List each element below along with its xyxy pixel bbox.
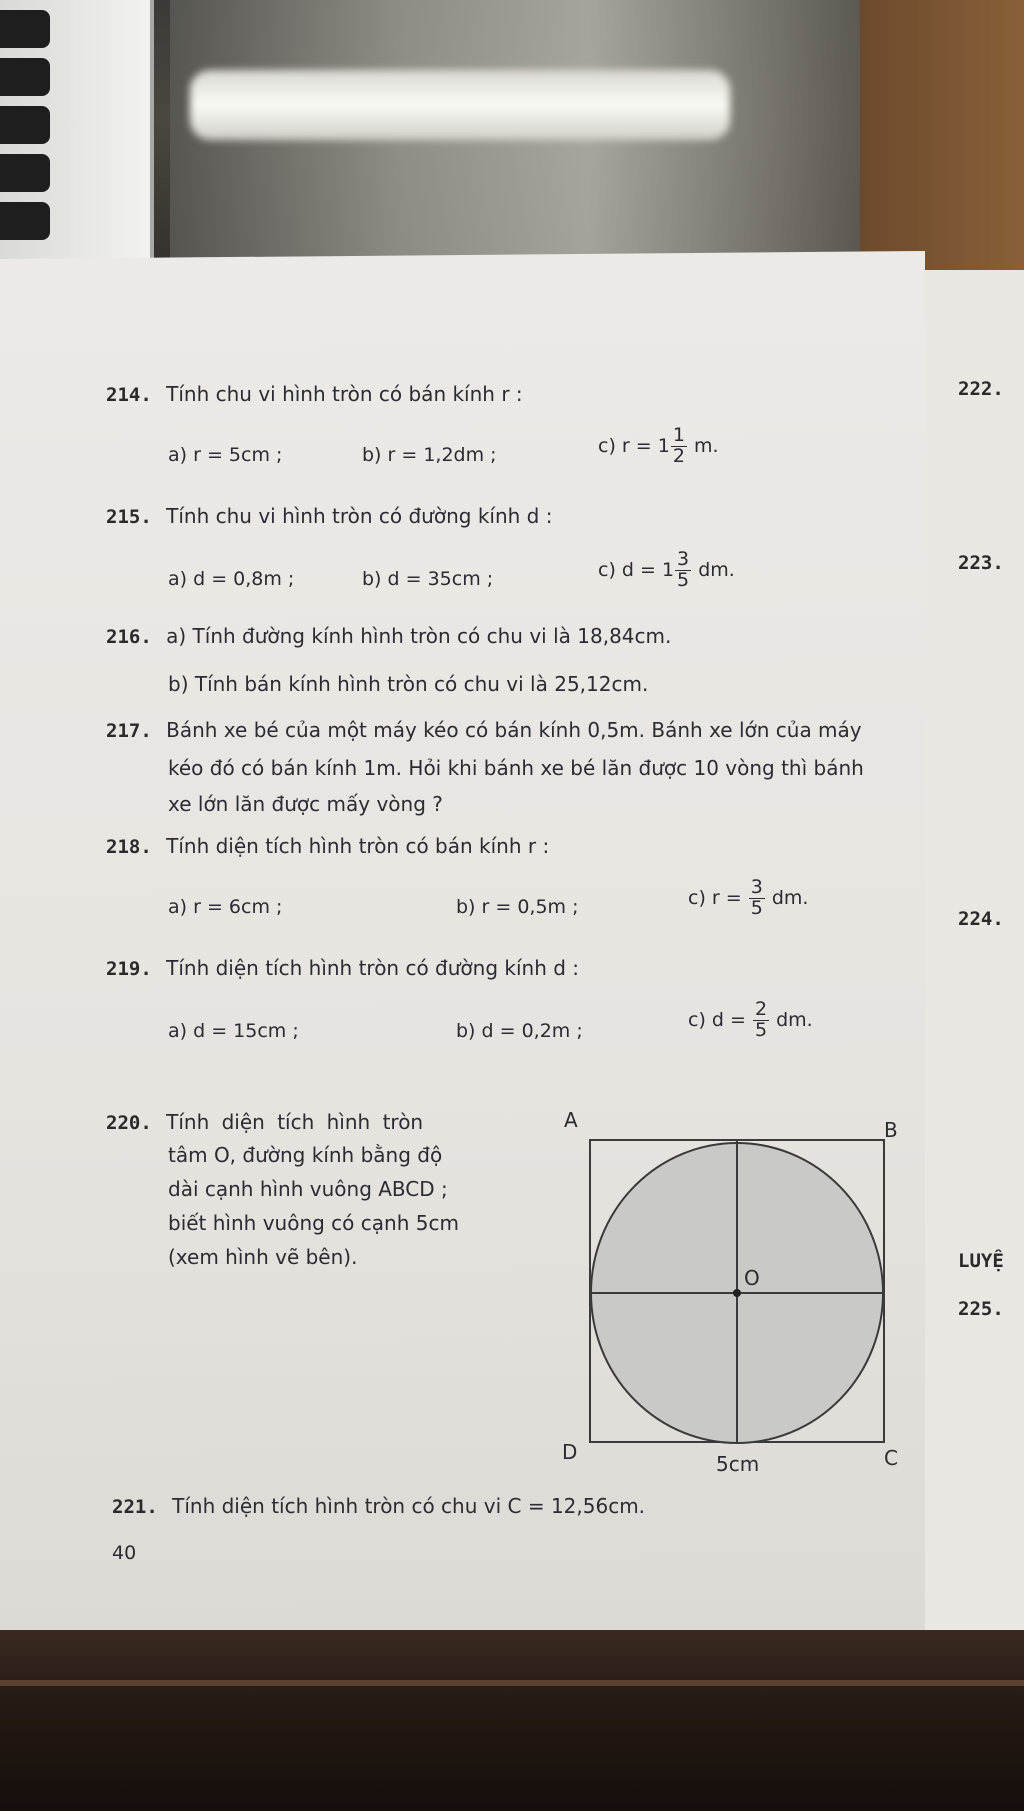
exercise-text: Tính chu vi hình tròn có đường kính d : (166, 504, 553, 528)
exercise-text: Tính chu vi hình tròn có bán kính r : (166, 382, 523, 406)
vertex-d-label: D (562, 1440, 578, 1464)
exercise-217-line2: kéo đó có bán kính 1m. Hỏi khi bánh xe bé lăn được 10 vòng thì bánh (168, 756, 864, 780)
option-c: c) d = $\frac{2}{5}$ dm. (688, 998, 813, 1041)
exercise-text: Bánh xe bé của một máy kéo có bán kính 0,5m. Bánh xe lớn của máy (166, 718, 862, 742)
exercise-214 (106, 382, 523, 406)
exercise-219 (106, 956, 579, 980)
center-o-label: O (744, 1266, 760, 1290)
exercise-220-line3: dài cạnh hình vuông ABCD ; (168, 1177, 448, 1201)
exercise-number: 219. (106, 958, 152, 980)
exercise-218 (106, 834, 549, 858)
option-b: b) r = 1,2dm ; (362, 444, 497, 466)
option-a: a) r = 5cm ; (168, 444, 283, 466)
exercise-number: 215. (106, 506, 152, 528)
exercise-text: Tính diện tích hình tròn có đường kính d : (166, 956, 580, 980)
exercise-223-number: 223. (958, 552, 1004, 574)
side-length-label: 5cm (716, 1452, 760, 1476)
exercise-225-number: 225. (958, 1298, 1004, 1320)
fraction: $\frac{3}{5}$ (677, 548, 690, 591)
option-c: c) d = 1 $\frac{3}{5}$ dm. (598, 548, 735, 591)
option-b: b) d = 0,2m ; (456, 1020, 583, 1042)
exercise-217 (106, 718, 862, 742)
exercise-224-number: 224. (958, 908, 1004, 930)
fraction: $\frac{2}{5}$ (754, 998, 768, 1041)
exercise-220-line5: (xem hình vẽ bên). (168, 1245, 358, 1269)
facing-page (920, 270, 1024, 1640)
exercise-220-line4: biết hình vuông có cạnh 5cm (168, 1211, 459, 1235)
vertex-c-label: C (884, 1446, 898, 1470)
center-point (733, 1289, 741, 1297)
vertex-a-label: A (564, 1108, 578, 1132)
exercise-number: 216. (106, 626, 152, 648)
option-b: b) d = 35cm ; (362, 568, 494, 590)
exercise-number: 220. (106, 1112, 152, 1134)
exercise-216-b: b) Tính bán kính hình tròn có chu vi là 25,12cm. (168, 672, 649, 696)
option-a: a) r = 6cm ; (168, 896, 283, 918)
vertex-b-label: B (884, 1118, 898, 1142)
option-c: c) r = $\frac{3}{5}$ dm. (688, 876, 809, 919)
exercise-number: 214. (106, 384, 152, 406)
exercise-text: Tính diện tích hình tròn (166, 1110, 424, 1134)
option-b: b) r = 0,5m ; (456, 896, 579, 918)
square-circle-figure (560, 1110, 900, 1490)
exercise-222-number: 222. (958, 378, 1004, 400)
option-c: c) r = 1 $\frac{1}{2}$ m. (598, 424, 719, 467)
exercise-number: 221. (112, 1496, 158, 1518)
exercise-215 (106, 504, 552, 528)
option-a: a) d = 15cm ; (168, 1020, 299, 1042)
page-number: 40 (112, 1542, 137, 1564)
exercise-text: Tính diện tích hình tròn có chu vi C = 12,56cm. (172, 1494, 646, 1518)
exercise-number: 217. (106, 720, 152, 742)
exercise-217-line3: xe lớn lăn được mấy vòng ? (168, 792, 443, 816)
exercise-text: Tính diện tích hình tròn có bán kính r : (166, 834, 550, 858)
section-heading: LUYỆ (958, 1250, 1004, 1272)
exercise-220-line2: tâm O, đường kính bằng độ (168, 1143, 443, 1167)
option-a: a) d = 0,8m ; (168, 568, 295, 590)
exercise-221 (112, 1494, 645, 1518)
exercise-text: a) Tính đường kính hình tròn có chu vi là 18,84cm. (166, 624, 672, 648)
exercise-220 (106, 1110, 423, 1134)
exercise-number: 218. (106, 836, 152, 858)
fraction: $\frac{1}{2}$ (672, 424, 685, 467)
fraction: $\frac{3}{5}$ (750, 876, 763, 919)
exercise-216 (106, 624, 671, 648)
